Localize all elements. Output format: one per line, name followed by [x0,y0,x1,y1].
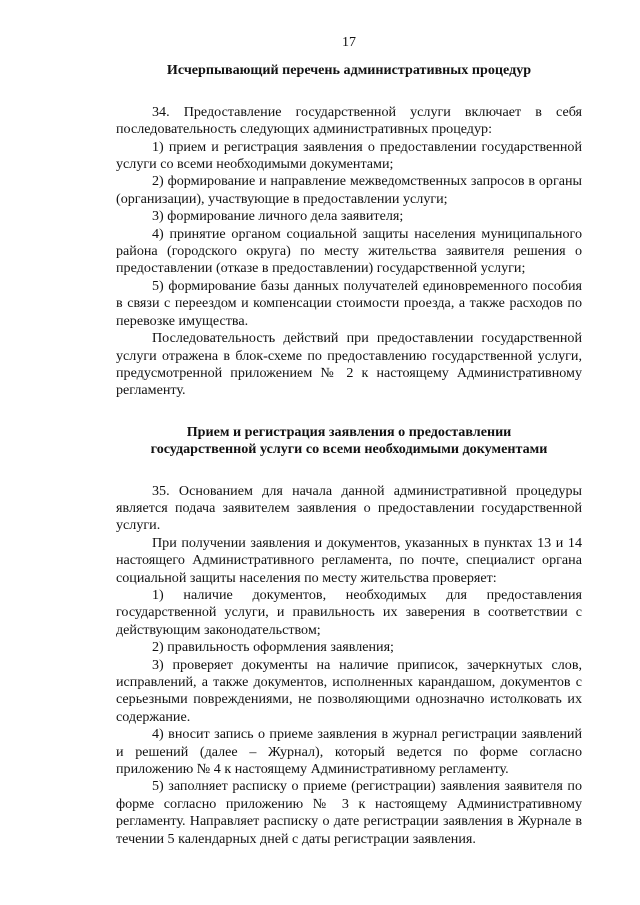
section-heading-reception [116,424,582,459]
list-item-3: 3) формирование личного дела заявителя; [152,208,404,225]
check-item-5: 5) заполняет расписку о приеме (регистрации) заявления заявителя по форме согласно приложению № 3 к настоящему Административному регламенту. Направляет расписку о дате регистрации заявления в Журнале в течении 5 календарных дней с даты регистрации заявления. [116,778,582,847]
document-page [116,34,582,848]
check-item-1: 1) наличие документов, необходимых для предоставления государственной услуги, и правильность их заверения в соответствии с действующим законодательством; [116,586,582,638]
paragraph-sequence: Последовательность действий при предоставлении государственной услуги отражена в блок-схеме по предоставлению государственной услуги, предусмотренной приложением № 2 к настоящему Административному регламенту. [116,330,582,399]
section-heading-procedures: Исчерпывающий перечень административных процедур [166,62,532,79]
paragraph-check-intro: При получении заявления и документов, указанных в пунктах 13 и 14 настоящего Административного регламента, по почте, специалист органа социальной защиты населения по месту жительства проверяет: [116,534,582,586]
section-heading-line-2: государственной услуги со всеми необходимыми документами [150,441,548,458]
paragraph-34: 34. Предоставление государственной услуги включает в себя последовательность следующих административных процедур: [116,103,582,138]
check-item-4: 4) вносит запись о приеме заявления в журнал регистрации заявлений и решений (далее – Журнал), который ведется по форме согласно приложению № 4 к настоящему Административному регламенту. [116,726,582,778]
paragraph-35: 35. Основанием для начала данной административной процедуры является подача заявителем заявления о предоставлении государственной услуги. [116,482,582,534]
list-item-2: 2) формирование и направление межведомственных запросов в органы (организации), участвующие в предоставлении услуги; [116,173,582,207]
list-item-5: 5) формирование базы данных получателей единовременного пособия в связи с переездом и компенсации стоимости проезда, а также расходов по перевозке имущества. [116,277,582,329]
check-item-2: 2) правильность оформления заявления; [152,639,394,656]
section-heading-line-1: Прием и регистрация заявления о предоставлении [186,423,512,440]
list-item-4: 4) принятие органом социальной защиты населения муниципального района (городского округа) по месту жительства заявителя решения о предоставлении (отказе в предоставлении) государственной услуги; [116,225,582,277]
list-item-1: 1) прием и регистрация заявления о предоставлении государственной услуги со всеми необходимыми документами; [116,138,582,173]
check-item-3: 3) проверяет документы на наличие приписок, зачеркнутых слов, исправлений, а также документов, исполненных карандашом, документов с серьезными повреждениями, не позволяющими однозначно истолковать их содержание. [116,656,582,725]
page-number: 17 [342,35,356,50]
